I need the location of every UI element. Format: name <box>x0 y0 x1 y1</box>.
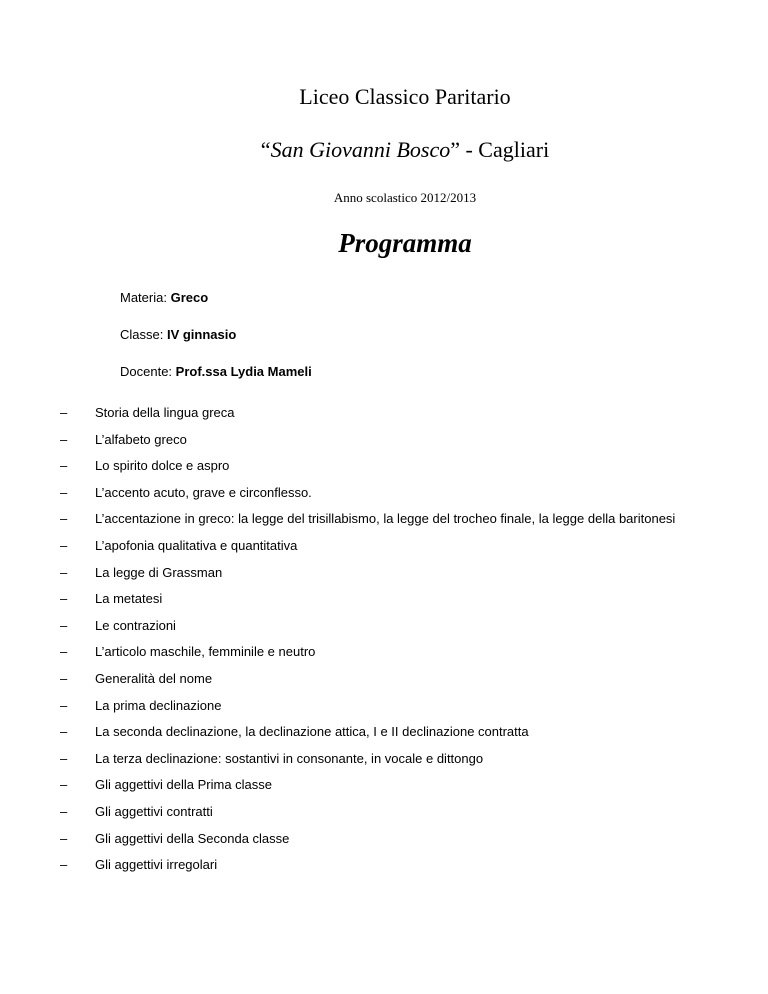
dash-bullet: – <box>60 724 68 740</box>
subject-line <box>120 290 208 305</box>
dash-bullet: – <box>60 405 68 420</box>
topic-text: Gli aggettivi irregolari <box>95 857 218 873</box>
topic-text: Generalità del nome <box>95 670 213 686</box>
subject-label: Materia: <box>120 290 171 305</box>
dash-bullet: – <box>60 564 68 580</box>
dash-bullet: – <box>60 591 68 607</box>
topic-text: L’accento acuto, grave e circonflesso. <box>95 484 312 500</box>
topic-item <box>60 560 710 587</box>
topic-item <box>60 693 710 720</box>
document-title: Programma <box>338 228 472 258</box>
topic-item <box>60 666 710 693</box>
topic-item <box>60 533 710 560</box>
topic-text: L’alfabeto greco <box>95 431 187 447</box>
topic-item <box>60 480 710 507</box>
topic-item <box>60 826 710 853</box>
school-name-italic: San Giovanni Bosco <box>270 137 451 162</box>
topic-item <box>60 613 710 640</box>
dash-bullet: – <box>60 617 68 633</box>
topic-text: Gli aggettivi della Seconda classe <box>95 830 290 846</box>
topic-text: L’accentazione in greco: la legge del trisillabismo, la legge del trocheo finale, la legge della baritonesi <box>95 511 676 527</box>
topic-item <box>60 400 710 427</box>
topic-text: Storia della lingua greca <box>95 405 235 420</box>
topic-item <box>60 453 710 480</box>
topic-text: Gli aggettivi contratti <box>95 803 213 819</box>
school-name <box>0 137 768 163</box>
dash-bullet: – <box>60 697 68 713</box>
class-label: Classe: <box>120 327 167 342</box>
dash-bullet: – <box>60 484 68 500</box>
topic-item <box>60 639 710 666</box>
topic-text: La legge di Grassman <box>95 564 223 580</box>
school-year: Anno scolastico 2012/2013 <box>333 190 477 205</box>
topic-list <box>60 400 710 879</box>
topic-item <box>60 799 710 826</box>
topic-item <box>60 506 710 533</box>
teacher-value: Prof.ssa Lydia Mameli <box>175 364 312 379</box>
topic-item <box>60 746 710 773</box>
subject-value: Greco <box>170 290 209 305</box>
dash-bullet: – <box>60 644 68 660</box>
topic-text: La prima declinazione <box>95 697 222 713</box>
dash-bullet: – <box>60 458 68 474</box>
teacher-label: Docente: <box>120 364 176 379</box>
topic-text: L’apofonia qualitativa e quantitativa <box>95 537 298 553</box>
dash-bullet: – <box>60 857 68 873</box>
topic-text: L’articolo maschile, femminile e neutro <box>95 644 316 660</box>
dash-bullet: – <box>60 537 68 553</box>
topic-text: Le contrazioni <box>95 617 176 633</box>
topic-item <box>60 586 710 613</box>
dash-bullet: – <box>60 670 68 686</box>
dash-bullet: – <box>60 830 68 846</box>
dash-bullet: – <box>60 777 68 793</box>
topic-text: Gli aggettivi della Prima classe <box>95 777 273 793</box>
topic-item <box>60 772 710 799</box>
dash-bullet: – <box>60 803 68 819</box>
dash-bullet: – <box>60 750 68 766</box>
school-name-city: ” - Cagliari <box>450 137 550 162</box>
dash-bullet: – <box>60 511 68 527</box>
topic-item <box>60 719 710 746</box>
teacher-line <box>120 364 312 379</box>
topic-text: La metatesi <box>95 591 163 607</box>
topic-text: La seconda declinazione, la declinazione attica, I e II declinazione contratta <box>95 724 529 740</box>
school-name-open-quote: “ <box>260 137 271 162</box>
school-title: Liceo Classico Paritario <box>299 84 511 109</box>
class-value: IV ginnasio <box>166 327 237 342</box>
topic-text: Lo spirito dolce e aspro <box>95 458 230 474</box>
class-line <box>120 327 236 342</box>
topic-item <box>60 852 710 879</box>
topic-item <box>60 427 710 454</box>
topic-text: La terza declinazione: sostantivi in consonante, in vocale e dittongo <box>95 750 484 766</box>
dash-bullet: – <box>60 431 68 447</box>
